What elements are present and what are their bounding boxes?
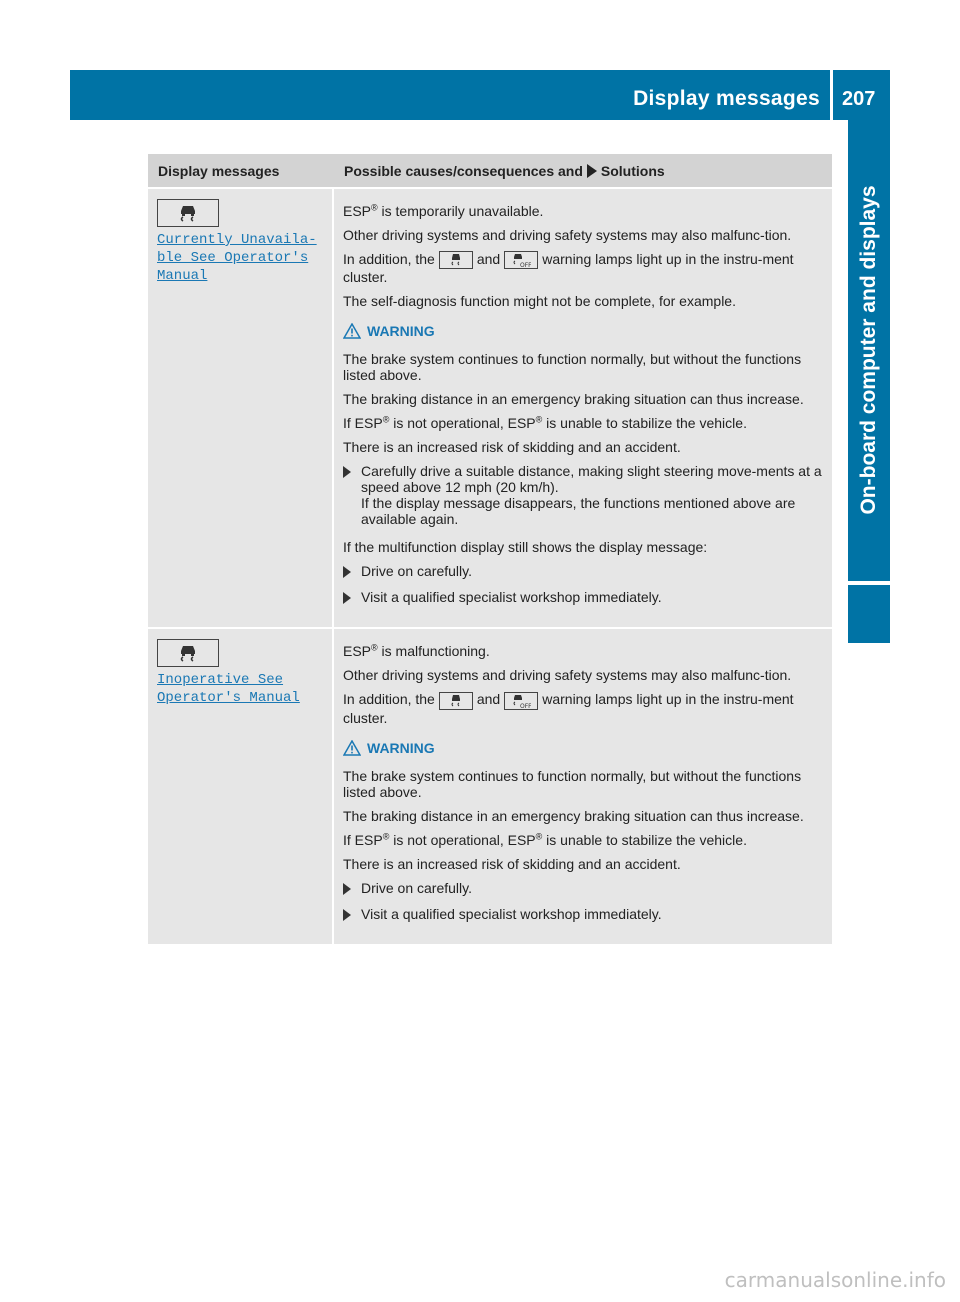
causes-solutions-cell: [334, 189, 832, 627]
svg-text:OFF: OFF: [520, 262, 532, 269]
instruction-item: [343, 589, 822, 607]
header-title: Display messages: [633, 87, 820, 110]
paragraph: The self-diagnosis function might not be complete, for example.: [343, 293, 736, 310]
display-messages-table: [148, 154, 832, 944]
paragraph: [343, 203, 822, 219]
bullet-arrow-icon: [343, 880, 361, 898]
paragraph: There is an increased risk of skidding and an accident.: [343, 439, 681, 456]
bullet-arrow-icon: [343, 563, 361, 581]
warning-label: WARNING: [367, 739, 435, 756]
paragraph-text: is unable to stabilize the vehicle.: [542, 415, 747, 432]
instruction-text: Drive on carefully.: [361, 879, 473, 896]
registered-mark: ®: [371, 202, 378, 213]
instruction-item: [343, 906, 822, 924]
paragraph-text: is temporarily unavailable.: [377, 203, 544, 219]
esp-off-lamp-icon: [504, 251, 538, 269]
paragraph-text: is unable to stabilize the vehicle.: [542, 831, 747, 848]
paragraph-text: is not operational, ESP: [389, 415, 536, 432]
instruction-text: Drive on carefully.: [361, 563, 473, 580]
registered-mark: ®: [382, 414, 390, 425]
bullet-arrow-icon: [343, 906, 361, 924]
col-header-display-messages: Display messages: [158, 163, 280, 179]
display-message-text: Inoperative See Operator's Manual: [157, 672, 300, 707]
paragraph-text: If ESP: [343, 831, 383, 848]
paragraph-text: In addition, the: [343, 691, 435, 708]
registered-mark: ®: [371, 642, 378, 653]
paragraph: [343, 251, 822, 285]
causes-solutions-cell: [334, 629, 832, 943]
table-row: [148, 187, 832, 627]
paragraph-text: is not operational, ESP: [389, 831, 536, 848]
col-header-solutions-text: Solutions: [600, 162, 665, 179]
instruction-item: [343, 463, 822, 527]
col-header-causes-text: Possible causes/consequences and: [344, 162, 583, 179]
paragraph: The brake system continues to function normally, but without the functions listed above.: [343, 767, 802, 800]
instruction-item: [343, 880, 822, 898]
warning-heading: [343, 323, 822, 339]
paragraph-text: warning lamps light up in the instru-ment cluster.: [343, 251, 794, 286]
esp-skid-car-icon: [157, 639, 219, 667]
paragraph: The braking distance in an emergency braking situation can thus increase.: [343, 391, 804, 408]
paragraph: There is an increased risk of skidding and an accident.: [343, 855, 681, 872]
registered-mark: ®: [382, 830, 390, 841]
page-header: [70, 70, 890, 120]
paragraph: The brake system continues to function normally, but without the functions listed above.: [343, 351, 802, 384]
registered-mark: ®: [535, 830, 543, 841]
warning-triangle-icon: [343, 740, 361, 756]
triangle-arrow-icon: [587, 164, 597, 178]
esp-warning-lamp-icon: [439, 251, 473, 269]
paragraph-text: and: [476, 691, 501, 708]
paragraph: Other driving systems and driving safety systems may also malfunc-tion.: [343, 667, 792, 684]
instruction-item: [343, 563, 822, 581]
registered-mark: ®: [535, 414, 543, 425]
table-header: [148, 154, 832, 187]
page-number: 207: [842, 88, 876, 110]
instruction-text: Visit a qualified specialist workshop immediately.: [361, 589, 662, 606]
display-message-cell: [148, 629, 334, 943]
esp-text: ESP: [343, 643, 372, 660]
warning-label: WARNING: [367, 323, 435, 340]
paragraph-text: warning lamps light up in the instru-ment cluster.: [343, 691, 794, 726]
paragraph-text: If ESP: [343, 415, 383, 432]
esp-skid-car-icon: [157, 199, 219, 227]
esp-warning-lamp-icon: [439, 692, 473, 710]
instruction-line: Carefully drive a suitable distance, making slight steering move-ments at a speed above 12 mph (20 km/h).: [361, 463, 822, 496]
section-sidebar: [848, 120, 890, 581]
table-row: [148, 627, 832, 943]
svg-text:OFF: OFF: [520, 702, 532, 709]
instruction-text: Visit a qualified specialist workshop immediately.: [361, 905, 662, 922]
display-message-text: Currently Unavaila- ble See Operator's Manual: [157, 232, 317, 284]
bullet-arrow-icon: [343, 463, 361, 527]
instruction-text: [361, 463, 822, 527]
display-message-cell: [148, 189, 334, 627]
esp-text: ESP: [343, 203, 372, 219]
instruction-line: If the display message disappears, the functions mentioned above are available again.: [361, 495, 796, 528]
section-title: On-board computer and displays: [857, 185, 880, 515]
paragraph: If the multifunction display still shows the display message:: [343, 539, 708, 556]
warning-triangle-icon: [343, 323, 361, 339]
paragraph: The braking distance in an emergency braking situation can thus increase.: [343, 807, 804, 824]
watermark: carmanualsonline.info: [724, 1268, 946, 1292]
paragraph: [343, 643, 822, 659]
bullet-arrow-icon: [343, 589, 361, 607]
col-header-causes: [334, 154, 832, 187]
section-tab-marker: [848, 585, 890, 643]
paragraph: [343, 415, 822, 431]
warning-heading: [343, 740, 822, 756]
paragraph: [343, 832, 822, 848]
paragraph-text: is malfunctioning.: [377, 643, 490, 660]
paragraph-text: In addition, the: [343, 251, 435, 267]
paragraph: Other driving systems and driving safety systems may also malfunc-tion.: [343, 227, 792, 243]
header-divider: [830, 70, 833, 120]
paragraph: [343, 691, 822, 725]
paragraph-text: and: [476, 251, 501, 267]
esp-off-lamp-icon: [504, 692, 538, 710]
